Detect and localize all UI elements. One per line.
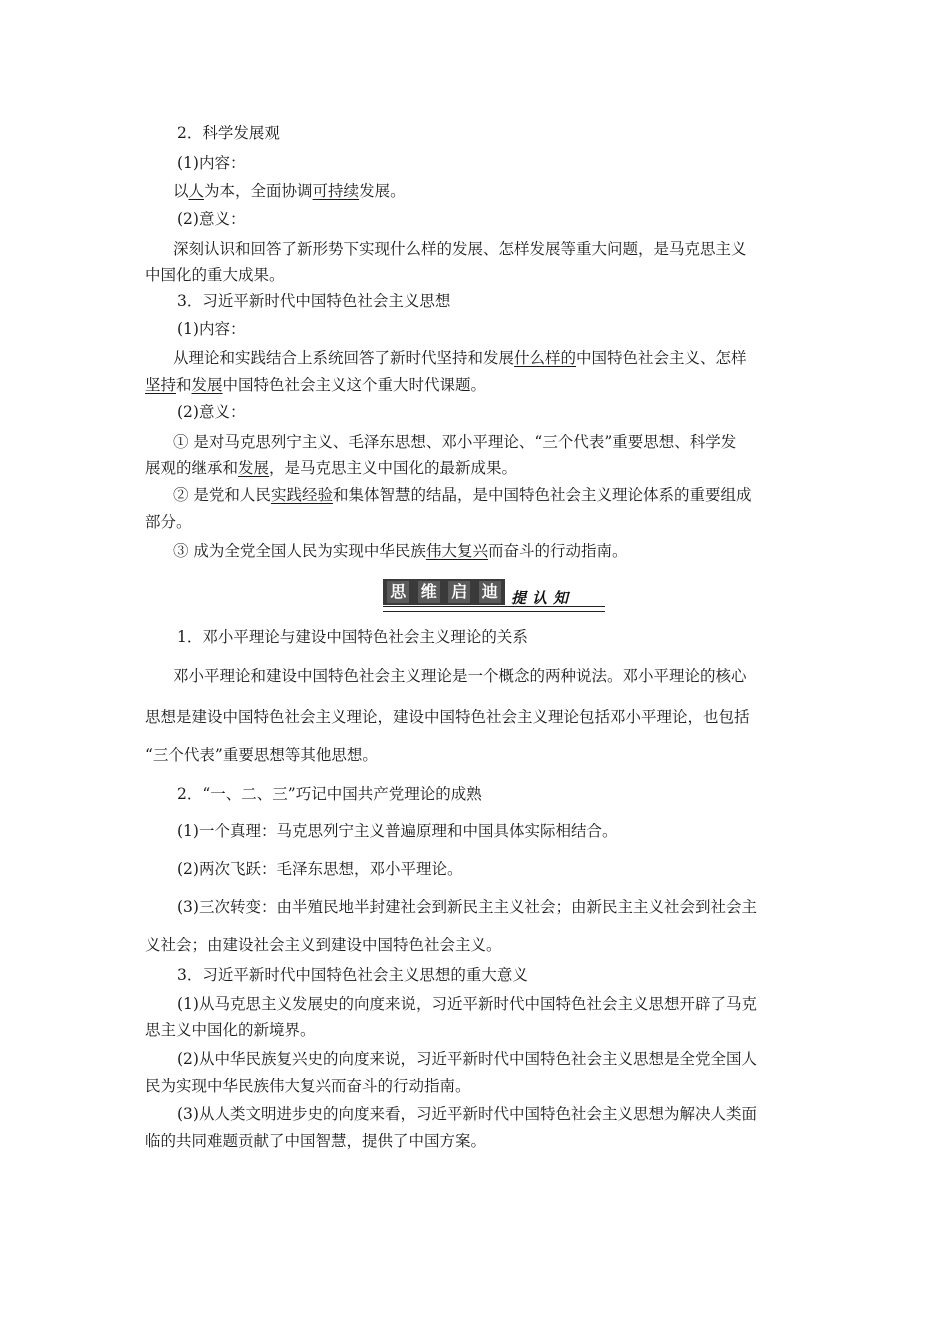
list-item: (1)一个真理：马克思列宁主义普遍原理和中国具体实际相结合。 [177, 822, 618, 840]
content-label: (1)内容： [177, 154, 246, 172]
list-item: (3)三次转变：由半殖民地半封建社会到新民主主义社会；由新民主主义社会到社会主 [177, 898, 757, 916]
paragraph-line [173, 484, 751, 506]
paragraph-line: 中国化的重大成果。 [145, 266, 285, 284]
paragraph-line [173, 347, 747, 369]
underlined-term: 伟大复兴 [425, 542, 488, 560]
underlined-term: 人 [188, 182, 205, 200]
section-heading: 1．邓小平理论与建设中国特色社会主义理论的关系 [177, 628, 528, 646]
paragraph-line: “三个代表”重要思想等其他思想。 [145, 746, 378, 764]
underlined-term: 发展 [238, 459, 270, 477]
underlined-term: 什么样的 [514, 349, 577, 367]
banner-title-box [383, 579, 505, 605]
paragraph-line: 深刻认识和回答了新形势下实现什么样的发展、怎样发展等重大问题，是马克思主义 [173, 240, 747, 258]
paragraph-line: ① 是对马克思列宁主义、毛泽东思想、邓小平理论、“三个代表”重要思想、科学发 [173, 433, 737, 451]
underlined-term: 可持续 [312, 182, 360, 200]
list-item: (1)从马克思主义发展史的向度来说，习近平新时代中国特色社会主义思想开辟了马克 [177, 995, 757, 1013]
section-banner [383, 577, 605, 612]
list-item: (3)从人类文明进步史的向度来看，习近平新时代中国特色社会主义思想为解决人类面 [177, 1105, 757, 1123]
section-heading: 3．习近平新时代中国特色社会主义思想 [177, 292, 451, 310]
text-segment: ③ 成为全党全国人民为实现中华民族 [173, 542, 426, 560]
underlined-term: 坚持 [145, 376, 177, 394]
text-segment: 和 [176, 376, 192, 394]
text-segment: ，是马克思主义中国化的最新成果。 [269, 459, 518, 477]
paragraph-line: 思想是建设中国特色社会主义理论，建设中国特色社会主义理论包括邓小平理论，也包括 [145, 708, 750, 726]
section-heading: 3．习近平新时代中国特色社会主义思想的重大意义 [177, 966, 528, 984]
content-text [173, 180, 406, 202]
text-segment: 发展。 [359, 182, 406, 200]
paragraph-line: 邓小平理论和建设中国特色社会主义理论是一个概念的两种说法。邓小平理论的核心 [173, 667, 747, 685]
banner-subtitle: 提认知 [511, 589, 575, 607]
list-item: 民为实现中华民族伟大复兴而奋斗的行动指南。 [145, 1077, 471, 1095]
meaning-label: (2)意义： [177, 403, 246, 421]
list-item: 思主义中国化的新境界。 [145, 1021, 316, 1039]
list-item: 义社会；由建设社会主义到建设中国特色社会主义。 [145, 936, 502, 954]
banner-char: 迪 [479, 581, 501, 603]
text-segment: 和集体智慧的结晶，是中国特色社会主义理论体系的重要组成 [332, 486, 752, 504]
section-heading: 2．“一、二、三”巧记中国共产党理论的成熟 [177, 785, 482, 803]
text-segment: 中国特色社会主义、怎样 [576, 349, 747, 367]
underlined-term: 发展 [191, 376, 223, 394]
paragraph-line: 部分。 [145, 513, 192, 531]
underlined-term: 实践经验 [270, 486, 333, 504]
banner-char: 思 [387, 581, 409, 603]
paragraph-line [173, 540, 627, 562]
text-segment: 从理论和实践结合上系统回答了新时代坚持和发展 [173, 349, 515, 367]
banner-char: 启 [448, 581, 470, 603]
text-segment: ② 是党和人民 [173, 486, 271, 504]
list-item: (2)从中华民族复兴史的向度来说，习近平新时代中国特色社会主义思想是全党全国人 [177, 1050, 757, 1068]
banner-char: 维 [418, 581, 440, 603]
list-item: 临的共同难题贡献了中国智慧，提供了中国方案。 [145, 1132, 487, 1150]
text-segment: 而奋斗的行动指南。 [487, 542, 628, 560]
content-label: (1)内容： [177, 320, 246, 338]
text-segment: 中国特色社会主义这个重大时代课题。 [222, 376, 487, 394]
paragraph-line [145, 374, 486, 396]
text-segment: 展观的继承和 [145, 459, 239, 477]
section-heading: 2．科学发展观 [177, 124, 280, 142]
paragraph-line [145, 457, 517, 479]
text-segment: 为本，全面协调 [204, 182, 313, 200]
text-segment: 以 [173, 182, 189, 200]
meaning-label: (2)意义： [177, 210, 246, 228]
list-item: (2)两次飞跃：毛泽东思想，邓小平理论。 [177, 860, 463, 878]
